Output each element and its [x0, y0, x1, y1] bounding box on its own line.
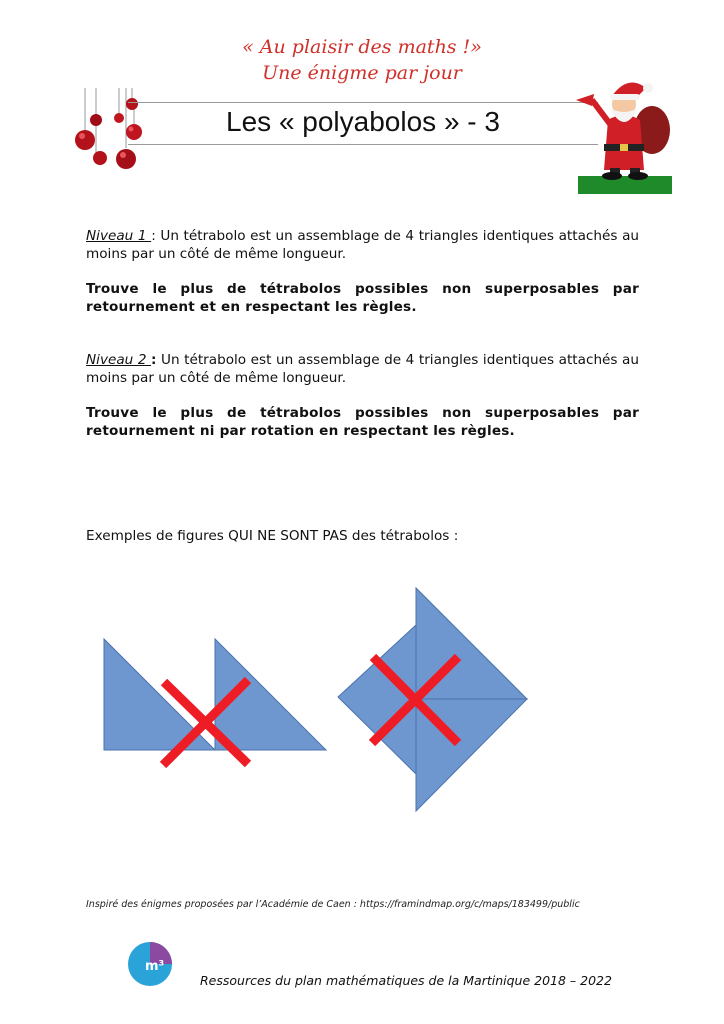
m3-logo-icon: [127, 941, 173, 987]
level1-intro: [86, 227, 639, 263]
page-title: Les « polyabolos » - 3: [226, 106, 500, 137]
level1-intro-text: : Un tétrabolo est un assemblage de 4 triangles identiques attachés au moins par un côté de même longueur.: [86, 228, 640, 262]
level2-task: Trouve le plus de tétrabolos possibles non superposables par retournement ni par rotation en respectant les règles.: [86, 405, 639, 439]
level2-intro-text: Un tétrabolo est un assemblage de 4 triangles identiques attachés au moins par un côté de même longueur.: [86, 352, 639, 386]
figure2-triangle-left: [338, 625, 416, 774]
level2-label: Niveau 2: [86, 352, 152, 368]
level1-task: Trouve le plus de tétrabolos possibles non superposables par retournement et en respectant les règles.: [86, 281, 639, 315]
logo-text: m³: [145, 959, 165, 974]
title-rule-bottom: [128, 144, 598, 145]
santa-claus-icon: [572, 70, 676, 198]
level1-label: Niveau 1: [86, 228, 152, 244]
footer-text: Ressources du plan mathématiques de la Martinique 2018 – 2022: [200, 973, 612, 988]
examples-title: Exemples de figures QUI NE SONT PAS des tétrabolos :: [86, 528, 459, 544]
figure-2-four-triangles: [338, 588, 527, 811]
non-tetrabolo-figures: [0, 560, 724, 830]
header-line-2: Une énigme par jour: [262, 62, 462, 84]
title-rule-top: [128, 102, 598, 103]
figure-1-two-triangles: [104, 639, 326, 765]
credit-note: Inspiré des énigmes proposées par l’Académie de Caen : https://framindmap.org/c/maps/183499/public: [86, 899, 580, 910]
level2-intro: [86, 351, 639, 387]
header-line-1: « Au plaisir des maths !»: [242, 36, 482, 58]
level2-colon: :: [151, 352, 157, 368]
